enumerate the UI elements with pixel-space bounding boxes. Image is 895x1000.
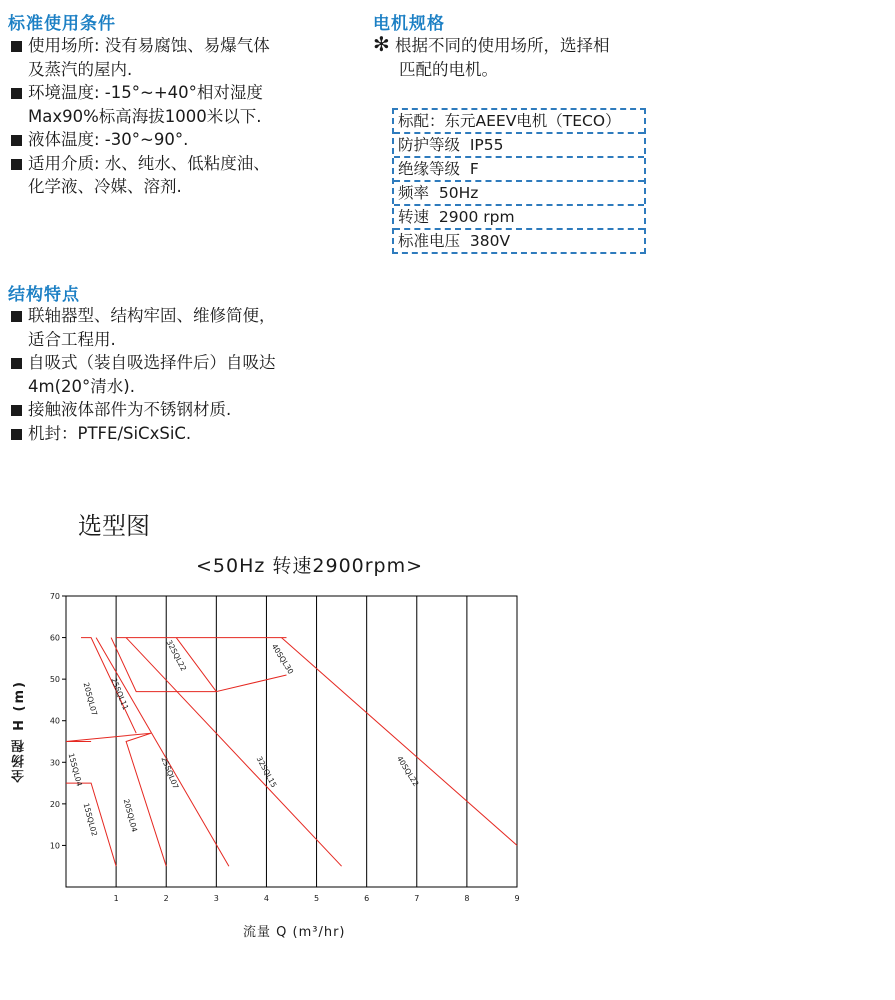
motor-spec-table	[392, 108, 646, 254]
list-item	[8, 34, 348, 81]
y-tick-label: 60	[49, 633, 60, 643]
y-axis-label: 全扬程 H (m)	[12, 680, 27, 783]
list-item	[8, 422, 348, 446]
square-bullet-icon	[11, 135, 22, 146]
note-line: 匹配的电机。	[399, 59, 498, 79]
list-item	[8, 304, 348, 351]
list-item	[8, 351, 348, 398]
curve-label: 40SQL30	[269, 642, 296, 676]
item-line: 使用场所: 没有易腐蚀、易爆气体	[28, 36, 270, 55]
square-bullet-icon	[11, 405, 22, 416]
curve-label: 32SQL15	[254, 754, 279, 790]
item-line: 接触液体部件为不锈钢材质.	[28, 400, 232, 419]
item-line: 适合工程用.	[28, 329, 116, 349]
item-line: 化学液、冷媒、溶剂.	[28, 177, 182, 196]
square-bullet-icon	[11, 429, 22, 440]
item-line: 联轴器型、结构牢固、维修简便，	[28, 306, 276, 325]
item-line: 液体温度: -30°~90°.	[28, 130, 189, 149]
square-bullet-icon	[11, 41, 22, 52]
list-item	[8, 152, 348, 199]
plot-frame	[66, 596, 517, 887]
item-line: 机封：PTFE/SiCxSiC.	[28, 423, 192, 443]
y-tick-label: 30	[49, 758, 60, 768]
curve-25SQL11	[111, 638, 216, 692]
y-tick-label: 70	[49, 592, 60, 601]
selection-title: 选型图	[78, 512, 150, 540]
curve-label: 15SQL02	[81, 802, 100, 838]
asterisk-icon: ✻	[373, 32, 390, 56]
curve-32SQL15	[126, 638, 342, 867]
square-bullet-icon	[11, 358, 22, 369]
item-line: 自吸式（装自吸选择件后）自吸达	[28, 353, 276, 372]
x-axis-label: 流量 Q (m³/hr)	[243, 925, 346, 940]
x-tick-label: 8	[464, 894, 470, 903]
curve-label: 40SQL22	[395, 754, 421, 788]
curve-label: 25SQL07	[159, 755, 181, 791]
y-tick-label: 40	[49, 716, 60, 726]
motor-heading: 电机规格	[373, 14, 445, 34]
spec-row: 标配：东元AEEV电机（TECO）	[394, 110, 644, 134]
x-tick-label: 1	[113, 894, 119, 903]
list-item	[8, 398, 348, 422]
curve-label: 25SQL11	[109, 676, 131, 712]
spec-row: 转速 2900 rpm	[394, 206, 644, 230]
item-line: 环境温度: -15°~+40°相对湿度	[28, 83, 263, 102]
y-tick-label: 50	[49, 675, 60, 685]
item-line: 适用介质: 水、纯水、低粘度油、	[28, 153, 270, 173]
x-tick-label: 2	[163, 894, 169, 903]
curve-label: 32SQL22	[164, 638, 189, 673]
structure-list	[8, 304, 348, 445]
note-line: 根据不同的使用场所，选择相	[395, 36, 610, 55]
x-tick-label: 9	[514, 894, 520, 903]
list-item	[8, 128, 348, 152]
conditions-list	[8, 34, 348, 199]
conditions-heading: 标准使用条件	[8, 14, 116, 34]
chart-title: <50Hz 转速2900rpm>	[196, 555, 424, 577]
curve-label: 15SQL04	[66, 752, 85, 788]
x-tick-label: 6	[364, 894, 370, 903]
square-bullet-icon	[11, 311, 22, 322]
selection-chart	[0, 580, 560, 950]
y-tick-label: 20	[49, 799, 60, 809]
x-tick-label: 7	[414, 894, 420, 903]
curve-label: 20SQL04	[121, 797, 140, 833]
square-bullet-icon	[11, 159, 22, 170]
motor-note	[373, 34, 695, 81]
x-tick-label: 4	[263, 894, 269, 903]
list-item	[8, 81, 348, 128]
spec-row: 标准电压 380V	[398, 232, 511, 250]
spec-row: 频率 50Hz	[394, 182, 644, 206]
y-tick-label: 10	[49, 841, 60, 851]
spec-row: 防护等级 IP55	[394, 134, 644, 158]
x-tick-label: 5	[314, 894, 320, 903]
x-tick-label: 3	[213, 894, 219, 903]
item-line: 及蒸汽的屋内.	[28, 59, 133, 79]
curve-label: 20SQL07	[81, 681, 100, 717]
item-line: Max90%标高海拔1000米以下.	[28, 106, 262, 126]
structure-heading: 结构特点	[8, 285, 80, 305]
spec-row: 绝缘等级 F	[394, 158, 644, 182]
item-line: 4m(20°清水).	[28, 376, 135, 396]
square-bullet-icon	[11, 88, 22, 99]
